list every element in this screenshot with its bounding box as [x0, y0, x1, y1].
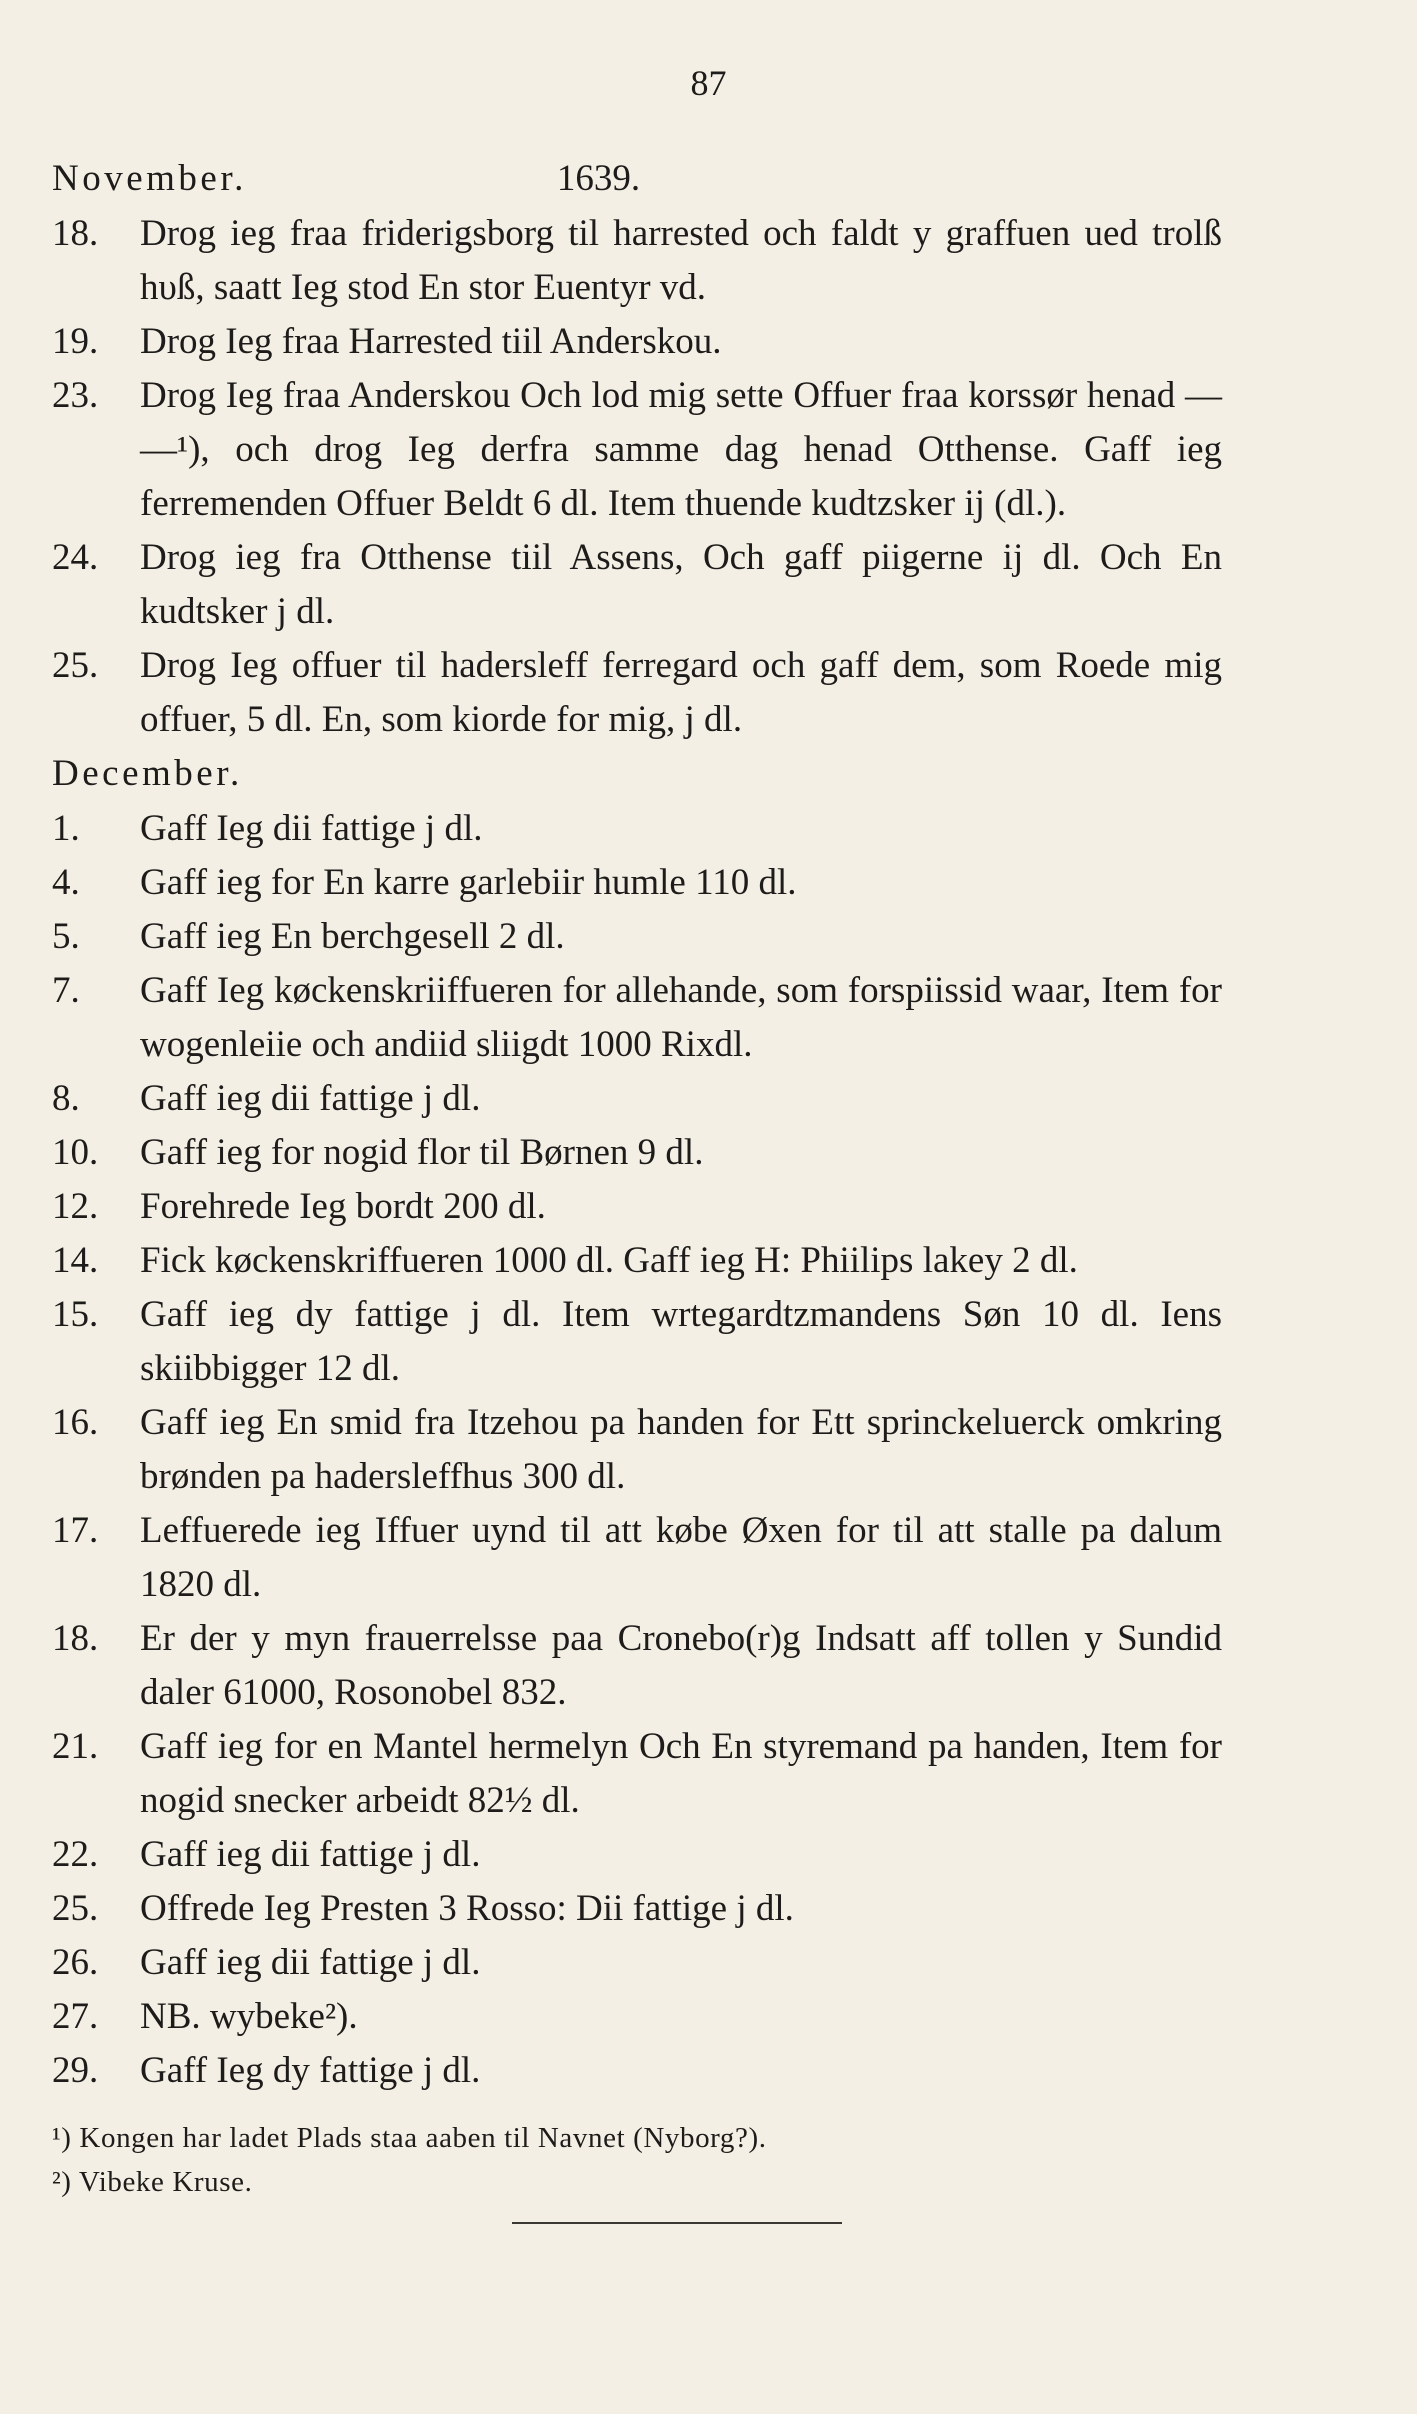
footnote-text: Vibeke Kruse. — [78, 2166, 253, 2198]
entry-day: 24. — [52, 537, 99, 578]
entry-day: 25. — [52, 1888, 99, 1929]
entry-text: Drog ieg fra Otthense tiil Assens, Och gaff piigerne ij dl. Och En kudtsker j dl. — [140, 537, 1222, 632]
entry-day: 19. — [52, 321, 99, 362]
entry-day: 23. — [52, 375, 99, 416]
entry-text: Er der y myn frauerrelsse paa Cronebo(r)g Indsatt aff tollen y Sundid daler 61000, Rosonobel 832. — [140, 1618, 1222, 1713]
entry-day: 22. — [52, 1834, 99, 1875]
entry-day: 4. — [52, 862, 80, 903]
entry-text: Gaff Ieg køckenskriiffueren for allehande, som forspiissid waar, Item for wogenleiie och andiid sliigdt 1000 Rixdl. — [140, 970, 1222, 1065]
entry-day: 18. — [52, 213, 99, 254]
entry-day: 5. — [52, 916, 80, 957]
month-name: November. — [52, 158, 247, 199]
entry-text: Gaff ieg for en Mantel hermelyn Och En styremand pa handen, Item for nogid snecker arbeidt 82½ dl. — [140, 1726, 1222, 1821]
month-name: December. — [52, 753, 243, 794]
entry-text: Gaff ieg En berchgesell 2 dl. — [140, 916, 565, 957]
entry-text: Leffuerede ieg Iffuer uynd til att købe Øxen for til att stalle pa dalum 1820 dl. — [140, 1510, 1222, 1605]
diary-entry — [52, 639, 1222, 747]
entry-day: 26. — [52, 1942, 99, 1983]
diary-entry — [52, 1936, 1222, 1990]
diary-entry — [52, 207, 1222, 315]
december-entries — [52, 802, 1222, 2098]
entry-day: 1. — [52, 808, 80, 849]
entry-text: NB. wybeke²). — [140, 1996, 358, 2037]
entry-day: 29. — [52, 2050, 99, 2091]
entry-text: Gaff ieg dii fattige j dl. — [140, 1942, 481, 1983]
entry-text: Gaff ieg dii fattige j dl. — [140, 1078, 481, 1119]
month-header-december — [52, 747, 1222, 801]
diary-entry — [52, 1072, 1222, 1126]
month-header-november — [52, 152, 1222, 206]
diary-entry — [52, 856, 1222, 910]
diary-text — [52, 152, 1222, 2098]
page-number: 87 — [690, 63, 727, 103]
diary-entry — [52, 1234, 1222, 1288]
diary-entry — [52, 369, 1222, 531]
diary-entry — [52, 531, 1222, 639]
footnote-mark: ²) — [52, 2166, 72, 2198]
entry-day: 8. — [52, 1078, 80, 1119]
diary-entry — [52, 802, 1222, 856]
footnotes — [52, 2116, 767, 2204]
entry-text: Gaff ieg dy fattige j dl. Item wrtegardtzmandens Søn 10 dl. Iens skiibbigger 12 dl. — [140, 1294, 1222, 1389]
entry-day: 18. — [52, 1618, 99, 1659]
diary-entry — [52, 1882, 1222, 1936]
entry-day: 10. — [52, 1132, 99, 1173]
entry-text: Drog Ieg fraa Anderskou Och lod mig sette Offuer fraa korssør henad — —¹), och drog Ieg derfra samme dag henad Otthense. Gaff ieg ferremenden Offuer Beldt 6 dl. Item thuende kudtzsker ij (dl.). — [140, 375, 1222, 524]
diary-entry — [52, 1180, 1222, 1234]
entry-day: 7. — [52, 970, 80, 1011]
entry-day: 14. — [52, 1240, 99, 1281]
entry-day: 15. — [52, 1294, 99, 1335]
footnote — [52, 2160, 767, 2204]
entry-text: Gaff ieg dii fattige j dl. — [140, 1834, 481, 1875]
footnote — [52, 2116, 767, 2160]
entry-text: Offrede Ieg Presten 3 Rosso: Dii fattige j dl. — [140, 1888, 794, 1929]
entry-text: Drog ieg fraa friderigsborg til harrested och faldt y graffuen ued trolß hυß, saatt Ieg stod En stor Euentyr vd. — [140, 213, 1222, 308]
entry-text: Drog Ieg fraa Harrested tiil Anderskou. — [140, 321, 722, 362]
entry-text: Gaff ieg for nogid flor til Børnen 9 dl. — [140, 1132, 704, 1173]
diary-entry — [52, 1288, 1222, 1396]
diary-entry — [52, 1396, 1222, 1504]
diary-entry — [52, 1126, 1222, 1180]
entry-text: Gaff ieg En smid fra Itzehou pa handen for Ett sprinckeluerck omkring brønden pa hadersleffhus 300 dl. — [140, 1402, 1222, 1497]
diary-entry — [52, 1990, 1222, 2044]
entry-text: Gaff ieg for En karre garlebiir humle 110 dl. — [140, 862, 797, 903]
entry-text: Gaff Ieg dy fattige j dl. — [140, 2050, 481, 2091]
diary-entry — [52, 2044, 1222, 2098]
entry-day: 16. — [52, 1402, 99, 1443]
entry-day: 25. — [52, 645, 99, 686]
entry-day: 12. — [52, 1186, 99, 1227]
entry-text: Forehrede Ieg bordt 200 dl. — [140, 1186, 546, 1227]
entry-text: Gaff Ieg dii fattige j dl. — [140, 808, 483, 849]
footnote-text: Kongen har ladet Plads staa aaben til Navnet (Nyborg?). — [79, 2122, 767, 2154]
diary-entry — [52, 964, 1222, 1072]
november-entries — [52, 207, 1222, 747]
diary-entry — [52, 1720, 1222, 1828]
footnote-mark: ¹) — [52, 2122, 72, 2154]
entry-text: Fick køckenskriffueren 1000 dl. Gaff ieg H: Phiilips lakey 2 dl. — [140, 1240, 1078, 1281]
entry-text: Drog Ieg offuer til hadersleff ferregard och gaff dem, som Roede mig offuer, 5 dl. En, som kiorde for mig, j dl. — [140, 645, 1222, 740]
entry-day: 21. — [52, 1726, 99, 1767]
diary-entry — [52, 910, 1222, 964]
end-rule — [512, 2222, 842, 2224]
diary-entry — [52, 1612, 1222, 1720]
diary-entry — [52, 1504, 1222, 1612]
year-label: 1639. — [556, 158, 641, 199]
entry-day: 27. — [52, 1996, 99, 2037]
diary-entry — [52, 1828, 1222, 1882]
entry-day: 17. — [52, 1510, 99, 1551]
diary-entry — [52, 315, 1222, 369]
